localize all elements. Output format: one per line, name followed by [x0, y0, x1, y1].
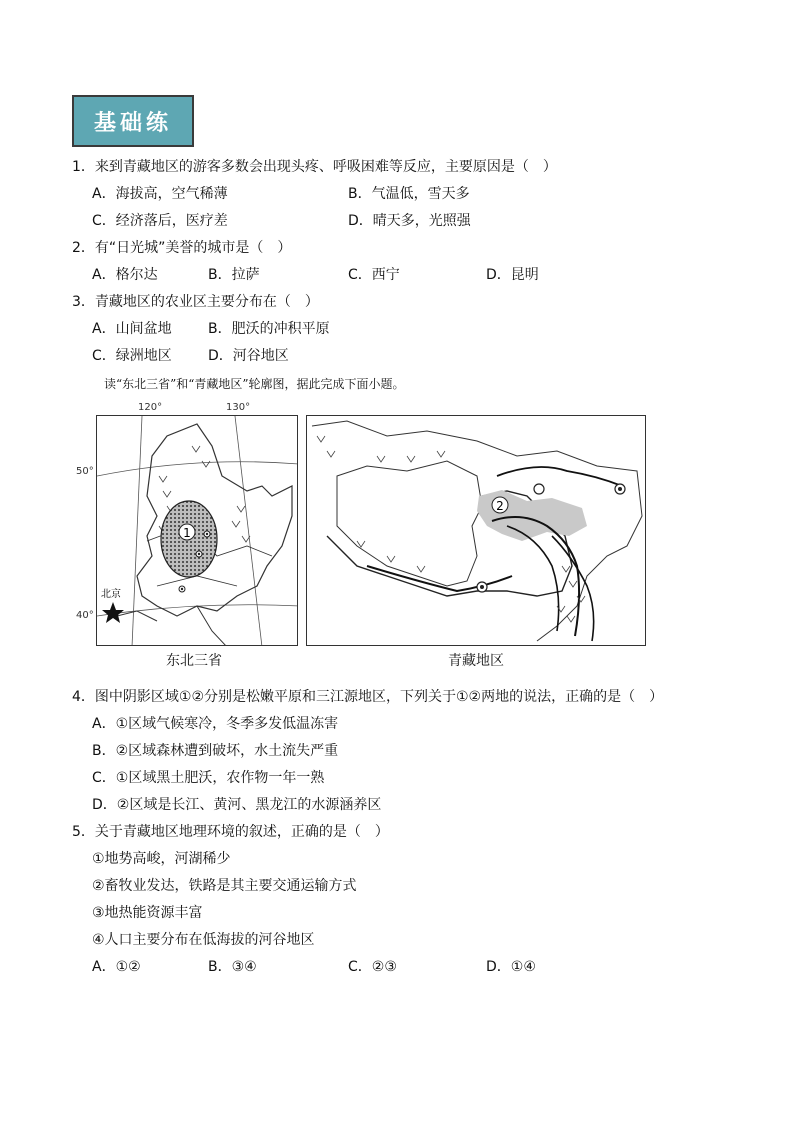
- map-right-caption: 青藏地区: [448, 653, 504, 669]
- q4-option-b[interactable]: B．②区域森林遭到破坏，水土流失严重: [92, 743, 339, 759]
- q5-statement-4: ④人口主要分布在低海拔的河谷地区: [92, 932, 315, 948]
- q4-stem: 4．图中阴影区域①②分别是松嫩平原和三江源地区，下列关于①②两地的说法，正确的是（ ）: [72, 689, 664, 705]
- q2-option-a[interactable]: A．格尔达: [92, 267, 158, 283]
- lon-130-label: 130°: [226, 402, 251, 413]
- map-left-caption: 东北三省: [166, 653, 222, 669]
- q4-option-d[interactable]: D．②区域是长江、黄河、黑龙江的水源涵养区: [92, 797, 382, 813]
- q4-option-a[interactable]: A．①区域气候寒冷，冬季多发低温冻害: [92, 716, 339, 732]
- q5-statement-1: ①地势高峻，河湖稀少: [92, 851, 231, 867]
- q5-statement-2: ②畜牧业发达，铁路是其主要交通运输方式: [92, 878, 357, 894]
- q2-option-d[interactable]: D．昆明: [486, 267, 539, 283]
- q2-option-b[interactable]: B．拉萨: [208, 267, 260, 283]
- map-qingzang-frame: [306, 415, 646, 646]
- q1-stem: 1．来到青藏地区的游客多数会出现头疼、呼吸困难等反应，主要原因是（ ）: [72, 159, 557, 175]
- beijing-label: 北京: [101, 589, 121, 600]
- region-1-label: 1: [183, 526, 191, 540]
- q3-option-c[interactable]: C．绿洲地区: [92, 348, 172, 364]
- q5-option-b[interactable]: B．③④: [208, 959, 257, 975]
- lat-50-label: 50°: [76, 466, 94, 477]
- q5-statement-3: ③地热能资源丰富: [92, 905, 203, 921]
- section-title: 基础练: [93, 110, 172, 136]
- map-qingzang: [307, 416, 646, 646]
- q1-option-b[interactable]: B．气温低，雪天多: [348, 186, 470, 202]
- q1-option-a[interactable]: A．海拔高，空气稀薄: [92, 186, 228, 202]
- map-northeast-frame: [96, 415, 298, 646]
- q5-option-d[interactable]: D．①④: [486, 959, 536, 975]
- q5-option-a[interactable]: A．①②: [92, 959, 141, 975]
- q1-option-c[interactable]: C．经济落后，医疗差: [92, 213, 228, 229]
- q5-option-c[interactable]: C．②③: [348, 959, 397, 975]
- q3-option-a[interactable]: A．山间盆地: [92, 321, 172, 337]
- map-northeast: [97, 416, 298, 646]
- q4-option-c[interactable]: C．①区域黑土肥沃，农作物一年一熟: [92, 770, 325, 786]
- q5-stem: 5．关于青藏地区地理环境的叙述，正确的是（ ）: [72, 824, 389, 840]
- section-header: [72, 95, 194, 147]
- q1-option-d[interactable]: D．晴天多，光照强: [348, 213, 471, 229]
- q2-option-c[interactable]: C．西宁: [348, 267, 400, 283]
- lat-40-label: 40°: [76, 610, 94, 621]
- map-intro: 读“东北三省”和“青藏地区”轮廓图，据此完成下面小题。: [104, 377, 405, 391]
- lon-120-label: 120°: [138, 402, 163, 413]
- q2-stem: 2．有“日光城”美誉的城市是（ ）: [72, 240, 292, 256]
- region-2-shading: [477, 490, 587, 541]
- q3-stem: 3．青藏地区的农业区主要分布在（ ）: [72, 294, 319, 310]
- q3-option-d[interactable]: D．河谷地区: [208, 348, 289, 364]
- beijing-star-icon: [102, 602, 124, 623]
- region-2-label: 2: [496, 499, 504, 513]
- q3-option-b[interactable]: B．肥沃的冲积平原: [208, 321, 330, 337]
